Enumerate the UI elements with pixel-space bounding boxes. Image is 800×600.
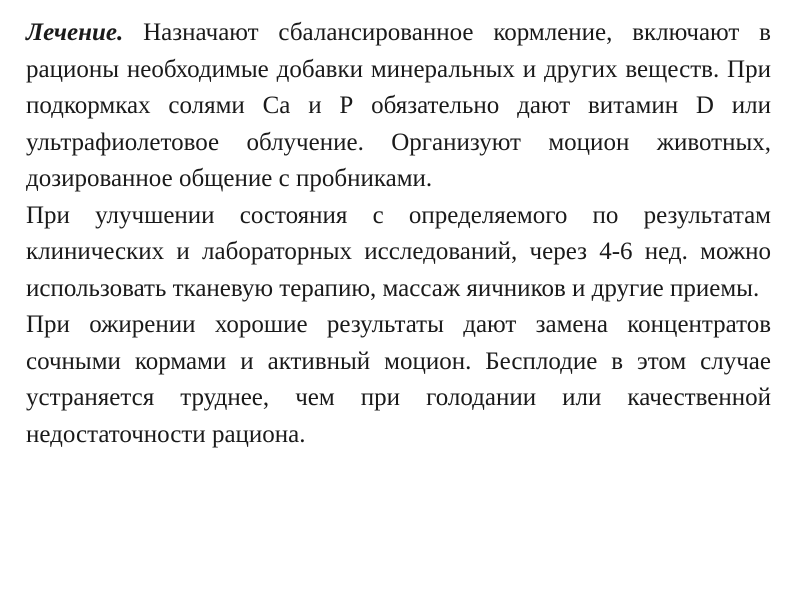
paragraph-text: При улучшении состояния с определяемого по результатам клинических и лабораторных исследований, через 4-6 нед. можно использовать тканевую терапию, массаж яичников и другие приемы.: [26, 201, 771, 302]
text-body: [26, 15, 771, 453]
paragraph-heading: Лечение.: [26, 19, 124, 46]
paragraph-text: Назначают сбалансированное кормление, включают в рационы необходимые добавки минеральных и других веществ. При подкормках солями Са и Р обязательно дают витамин D или ультрафиолетовое облучение. Организуют моцион животных, дозированное общение с пробниками.: [26, 19, 771, 192]
paragraph-text: При ожирении хорошие результаты дают замена концентратов сочными кормами и активный моцион. Бесплодие в этом случае устраняется труднее, чем при голодании или качественной недостаточности рациона.: [26, 311, 771, 448]
paragraph-obesity: [26, 307, 771, 453]
paragraph-treatment: [26, 15, 771, 198]
paragraph-improvement: [26, 198, 771, 308]
